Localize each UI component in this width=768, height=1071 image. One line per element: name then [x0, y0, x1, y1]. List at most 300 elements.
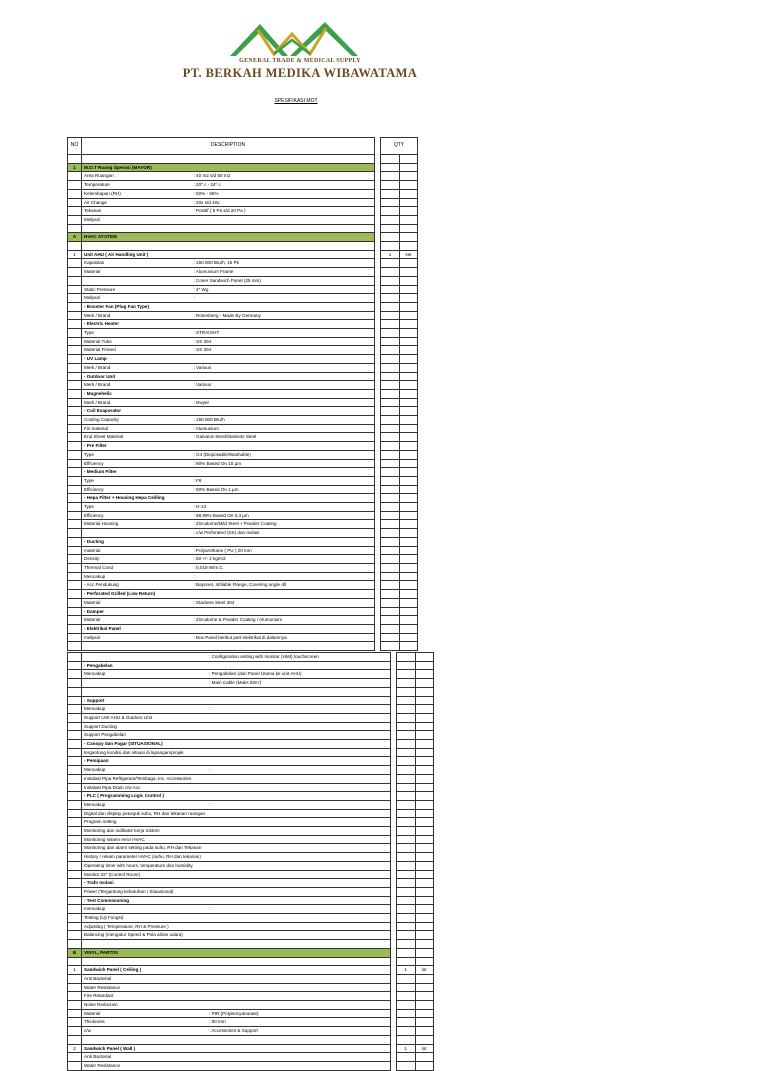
- row-description: Noise Reduction: [82, 1001, 208, 1010]
- row-qty: [381, 520, 400, 529]
- row-value: [192, 355, 375, 364]
- row-unit: [400, 564, 418, 573]
- row-unit: [415, 983, 433, 992]
- row-no: [68, 242, 82, 251]
- table-row: [68, 598, 418, 607]
- row-description: Material: [82, 268, 192, 277]
- row-qty: [396, 661, 415, 670]
- table-row: [68, 276, 418, 285]
- row-unit: [415, 757, 433, 766]
- row-description: Merk / Brand: [82, 381, 192, 390]
- row-no: [68, 757, 82, 766]
- row-qty: [381, 511, 400, 520]
- row-description: Material Finned: [82, 346, 192, 355]
- row-no: [68, 774, 82, 783]
- row-description: Type: [82, 450, 192, 459]
- row-qty: [396, 827, 415, 836]
- row-unit: [400, 268, 418, 277]
- row-value: : Positif ( 5 Pa s/d 20 Pa ): [192, 207, 375, 216]
- row-value: [207, 896, 390, 905]
- row-qty: 1: [396, 966, 415, 975]
- row-description: Efficiency: [82, 511, 192, 520]
- row-no: [68, 607, 82, 616]
- row-value: : Accessories & Support: [207, 1027, 390, 1036]
- row-unit: [415, 748, 433, 757]
- row-value: : Box Panel berikut part elektrikal di dalamnya: [192, 633, 375, 642]
- row-description: Kelembapan (RH): [82, 189, 192, 198]
- row-no: [68, 722, 82, 731]
- table-row: [68, 468, 418, 477]
- row-description: M.O.T Ruang Operasi (MAYOR): [82, 163, 192, 172]
- row-value: [207, 740, 390, 749]
- row-unit: [415, 740, 433, 749]
- row-qty: [396, 748, 415, 757]
- table-row: [68, 294, 418, 303]
- header-qty: QTY: [381, 138, 418, 155]
- row-no: [68, 983, 82, 992]
- row-value: : 99,99% Based On 0,3 µm: [192, 511, 375, 520]
- row-no: [68, 398, 82, 407]
- row-no: [68, 1027, 82, 1036]
- table-row: [68, 433, 418, 442]
- row-qty: [381, 572, 400, 581]
- row-no: [68, 914, 82, 923]
- table-row: [68, 172, 418, 181]
- row-qty: [381, 442, 400, 451]
- row-unit: [415, 992, 433, 1001]
- row-no: [68, 905, 82, 914]
- row-unit: [400, 424, 418, 433]
- row-qty: [381, 172, 400, 181]
- row-no: 1: [68, 966, 82, 975]
- row-description: Cooling Capacity: [82, 416, 192, 425]
- row-no: [68, 800, 82, 809]
- table-row: [68, 224, 418, 233]
- row-qty: [381, 346, 400, 355]
- row-qty: [381, 564, 400, 573]
- row-unit: [415, 870, 433, 879]
- row-no: [68, 931, 82, 940]
- row-unit: [415, 931, 433, 940]
- row-description: c/w: [82, 1027, 208, 1036]
- row-no: [68, 792, 82, 801]
- row-no: [68, 372, 82, 381]
- company-name: PT. BERKAH MEDIKA WIBAWATAMA: [182, 66, 418, 80]
- row-unit: [415, 731, 433, 740]
- row-no: [68, 320, 82, 329]
- row-qty: [381, 537, 400, 546]
- row-unit: [400, 590, 418, 599]
- row-no: [68, 713, 82, 722]
- row-no: [68, 155, 82, 164]
- row-no: [68, 337, 82, 346]
- row-description: tergantung kondisi dan situasi di lapangan/projek: [82, 748, 208, 757]
- row-qty: [381, 485, 400, 494]
- table-row: [68, 766, 434, 775]
- row-unit: [400, 598, 418, 607]
- row-qty: [381, 311, 400, 320]
- row-no: [68, 1035, 82, 1044]
- row-qty: [381, 424, 400, 433]
- row-qty: [381, 494, 400, 503]
- row-unit: [400, 363, 418, 372]
- table-row: [68, 537, 418, 546]
- row-unit: [415, 818, 433, 827]
- table-row: [68, 748, 434, 757]
- table-row: [68, 974, 434, 983]
- row-value: : 50 +/- 2 kg/m3: [192, 555, 375, 564]
- row-unit: [400, 529, 418, 538]
- table-row: [68, 259, 418, 268]
- row-description: - UV Lamp: [82, 355, 192, 364]
- row-qty: [396, 653, 415, 662]
- row-description: - Hepa Filter + Housing Hepa Ceilling: [82, 494, 192, 503]
- row-description: [82, 276, 192, 285]
- row-no: [68, 346, 82, 355]
- row-unit: [400, 450, 418, 459]
- row-value: [192, 155, 375, 164]
- row-unit: [415, 766, 433, 775]
- row-unit: [400, 633, 418, 642]
- row-qty: [396, 731, 415, 740]
- row-description: - Ducting: [82, 537, 192, 546]
- table-row: [68, 381, 418, 390]
- row-value: [207, 1035, 390, 1044]
- row-qty: [381, 381, 400, 390]
- row-value: [207, 966, 390, 975]
- row-value: : Various: [192, 363, 375, 372]
- row-description: - Coil Evaporator: [82, 407, 192, 416]
- row-no: [68, 818, 82, 827]
- row-unit: [400, 198, 418, 207]
- row-no: [68, 442, 82, 451]
- row-description: Monitoring dan alarm setting pada suhu, RH dan Tekanan: [82, 844, 208, 853]
- row-value: [207, 713, 390, 722]
- row-description: Thickness: [82, 1018, 208, 1027]
- row-description: - Pemipaan: [82, 757, 208, 766]
- row-qty: [396, 905, 415, 914]
- company-tagline: GENERAL TRADE & MEDICAL SUPPLY: [239, 58, 361, 64]
- row-unit: [400, 624, 418, 633]
- row-unit: [415, 887, 433, 896]
- row-value: : Bayonet, Infilable Flange, Covering angle dll: [192, 581, 375, 590]
- row-qty: [381, 320, 400, 329]
- row-unit: [400, 189, 418, 198]
- row-description: Sandwich Panel ( Ceiling ): [82, 966, 208, 975]
- row-unit: [400, 442, 418, 451]
- table-row: [68, 983, 434, 992]
- row-value: : Various: [192, 381, 375, 390]
- row-value: [207, 661, 390, 670]
- table-row: [68, 181, 418, 190]
- row-value: : H-13: [192, 503, 375, 512]
- row-unit: [400, 207, 418, 216]
- row-value: [207, 861, 390, 870]
- row-unit: [400, 346, 418, 355]
- table-row: [68, 713, 434, 722]
- row-unit: [415, 827, 433, 836]
- row-no: [68, 679, 82, 688]
- table-row: [68, 653, 434, 662]
- row-qty: [381, 259, 400, 268]
- row-unit: [415, 914, 433, 923]
- row-description: Mencakup: [82, 800, 208, 809]
- row-unit: [400, 329, 418, 338]
- row-qty: [381, 363, 400, 372]
- table-row: [68, 189, 418, 198]
- row-value: [192, 468, 375, 477]
- row-description: Digital dan display petunjuk suhu, RH dan tekanan ruangan: [82, 809, 208, 818]
- table-row: [68, 372, 418, 381]
- row-unit: [415, 905, 433, 914]
- row-description: - Damper: [82, 607, 192, 616]
- table-row: [68, 827, 434, 836]
- table-row: [68, 1001, 434, 1010]
- header-no: NO: [68, 138, 82, 155]
- row-qty: 1: [381, 250, 400, 259]
- row-unit: [415, 1009, 433, 1018]
- row-description: Balancing (mengatur Speed & Pola aliran udara): [82, 931, 208, 940]
- row-value: [207, 827, 390, 836]
- row-description: Area Ruangan: [82, 172, 192, 181]
- row-qty: [381, 407, 400, 416]
- row-unit: [415, 679, 433, 688]
- row-no: [68, 844, 82, 853]
- row-value: : STRAIGHT: [192, 329, 375, 338]
- row-unit: [415, 792, 433, 801]
- row-value: :: [192, 572, 375, 581]
- row-unit: [400, 398, 418, 407]
- row-value: : 40 m2 s/d 50 m2: [192, 172, 375, 181]
- row-value: [192, 389, 375, 398]
- row-value: : F8: [192, 476, 375, 485]
- row-value: [207, 809, 390, 818]
- row-value: [192, 624, 375, 633]
- table-row: [68, 311, 418, 320]
- row-description: - Perforated Grilled (Low Return): [82, 590, 192, 599]
- row-no: [68, 653, 82, 662]
- row-no: [68, 940, 82, 949]
- row-qty: [381, 224, 400, 233]
- row-unit: [415, 1061, 433, 1070]
- row-qty: [396, 696, 415, 705]
- table-row: [68, 564, 418, 573]
- row-unit: [415, 1053, 433, 1062]
- table-row: [68, 607, 418, 616]
- row-no: [68, 189, 82, 198]
- row-qty: [396, 922, 415, 931]
- row-qty: [381, 389, 400, 398]
- row-qty: [396, 792, 415, 801]
- row-unit: [400, 224, 418, 233]
- row-description: [82, 957, 208, 966]
- row-qty: [396, 713, 415, 722]
- row-value: : Polyurethane ( PU ) 20 mm: [192, 546, 375, 555]
- row-value: : PIR (Polyisocyanurate): [207, 1009, 390, 1018]
- row-unit: [400, 503, 418, 512]
- table-row: [68, 346, 418, 355]
- row-no: [68, 433, 82, 442]
- table-row: [68, 792, 434, 801]
- row-unit: [415, 1035, 433, 1044]
- row-no: [68, 705, 82, 714]
- row-value: [192, 320, 375, 329]
- row-no: [68, 1001, 82, 1010]
- row-description: Material: [82, 616, 192, 625]
- row-no: [68, 555, 82, 564]
- row-qty: [381, 285, 400, 294]
- table-row: [68, 914, 434, 923]
- row-description: - Pengabelan: [82, 661, 208, 670]
- row-description: Material: [82, 1009, 208, 1018]
- row-no: [68, 896, 82, 905]
- row-description: - Support: [82, 696, 208, 705]
- row-unit: [400, 476, 418, 485]
- row-value: : 90% Based On 10 µm: [192, 459, 375, 468]
- table-row: [68, 407, 418, 416]
- row-unit: [415, 844, 433, 853]
- row-value: :: [207, 705, 390, 714]
- table-row: [68, 948, 434, 957]
- row-no: [68, 766, 82, 775]
- row-unit: lot: [415, 966, 433, 975]
- table-row: [68, 679, 434, 688]
- row-description: Merk / Brand: [82, 398, 192, 407]
- row-no: [68, 494, 82, 503]
- row-description: - Electric Heater: [82, 320, 192, 329]
- row-value: [192, 407, 375, 416]
- row-unit: [400, 276, 418, 285]
- row-description: Unit AHU ( Air Handling Unit ): [82, 250, 192, 259]
- row-description: [82, 224, 192, 233]
- row-description: VINYL, PARTISI: [82, 948, 208, 957]
- row-qty: [396, 853, 415, 862]
- table-row: [68, 442, 418, 451]
- row-value: [192, 494, 375, 503]
- table-row: [68, 494, 418, 503]
- row-unit: [400, 285, 418, 294]
- row-description: Tekanan: [82, 207, 192, 216]
- table-row: [68, 1018, 434, 1027]
- table-row: [68, 337, 418, 346]
- table-row: [68, 250, 418, 259]
- row-no: [68, 853, 82, 862]
- row-unit: [400, 607, 418, 616]
- row-unit: lot: [415, 1044, 433, 1053]
- row-no: [68, 1009, 82, 1018]
- row-unit: [400, 555, 418, 564]
- spec-table-page1: [67, 137, 418, 651]
- row-value: [207, 922, 390, 931]
- table-row: [68, 546, 418, 555]
- row-qty: [381, 616, 400, 625]
- row-unit: [400, 172, 418, 181]
- row-description: Program setting: [82, 818, 208, 827]
- row-unit: [400, 416, 418, 425]
- row-value: : 0,019 W/m.C: [192, 564, 375, 573]
- row-value: [207, 1061, 390, 1070]
- row-no: [68, 468, 82, 477]
- row-qty: [381, 581, 400, 590]
- row-description: Support Unit AHU & Outdoor Unit: [82, 713, 208, 722]
- row-unit: [415, 879, 433, 888]
- row-qty: [381, 329, 400, 338]
- row-qty: [381, 163, 400, 172]
- row-unit: [400, 485, 418, 494]
- row-description: [82, 1035, 208, 1044]
- row-qty: [381, 546, 400, 555]
- row-value: [207, 818, 390, 827]
- row-qty: [381, 468, 400, 477]
- row-value: : 50 mm: [207, 1018, 390, 1027]
- table-row: [68, 590, 418, 599]
- row-value: [207, 731, 390, 740]
- row-qty: [396, 957, 415, 966]
- row-qty: [381, 503, 400, 512]
- row-description: Meliputi: [82, 294, 192, 303]
- table-row: [68, 207, 418, 216]
- table-row: [68, 722, 434, 731]
- row-no: [68, 416, 82, 425]
- row-description: History / rekam parameter HVAC (suhu, RH dan tekanan): [82, 853, 208, 862]
- row-description: - Pre Filter: [82, 442, 192, 451]
- row-value: [207, 1001, 390, 1010]
- row-qty: [396, 687, 415, 696]
- row-description: Monitor 32" (Control Room): [82, 870, 208, 879]
- row-no: [68, 696, 82, 705]
- row-qty: [396, 1009, 415, 1018]
- row-qty: [381, 416, 400, 425]
- row-qty: [381, 302, 400, 311]
- row-description: Adjusting ( Temperature, RH & Pressure ): [82, 922, 208, 931]
- table-row: [68, 624, 418, 633]
- row-value: [192, 607, 375, 616]
- row-value: [192, 233, 375, 242]
- row-description: - Elektrikal Panel: [82, 624, 192, 633]
- row-qty: [381, 268, 400, 277]
- row-value: [207, 983, 390, 992]
- row-unit: [400, 372, 418, 381]
- table-row: [68, 922, 434, 931]
- row-unit: [400, 233, 418, 242]
- row-qty: [381, 276, 400, 285]
- row-no: [68, 546, 82, 555]
- row-description: - Medium Filter: [82, 468, 192, 477]
- row-qty: [396, 1061, 415, 1070]
- row-no: [68, 731, 82, 740]
- table-row: [68, 861, 434, 870]
- table-row: [68, 389, 418, 398]
- row-no: [68, 740, 82, 749]
- row-no: [68, 598, 82, 607]
- row-unit: [415, 853, 433, 862]
- row-description: Merk / Brand: [82, 311, 192, 320]
- row-qty: [381, 598, 400, 607]
- row-description: [82, 529, 192, 538]
- row-qty: [381, 372, 400, 381]
- row-value: : Configuration setting with monitor (HMI) touchscreen: [207, 653, 390, 662]
- row-description: Support Pengabelan: [82, 731, 208, 740]
- row-unit: [400, 215, 418, 224]
- table-row: [68, 757, 434, 766]
- row-qty: [381, 433, 400, 442]
- row-unit: [400, 407, 418, 416]
- row-unit: [400, 468, 418, 477]
- row-unit: [415, 1018, 433, 1027]
- row-no: [68, 529, 82, 538]
- company-logo-icon: [230, 20, 360, 58]
- row-qty: [396, 1053, 415, 1062]
